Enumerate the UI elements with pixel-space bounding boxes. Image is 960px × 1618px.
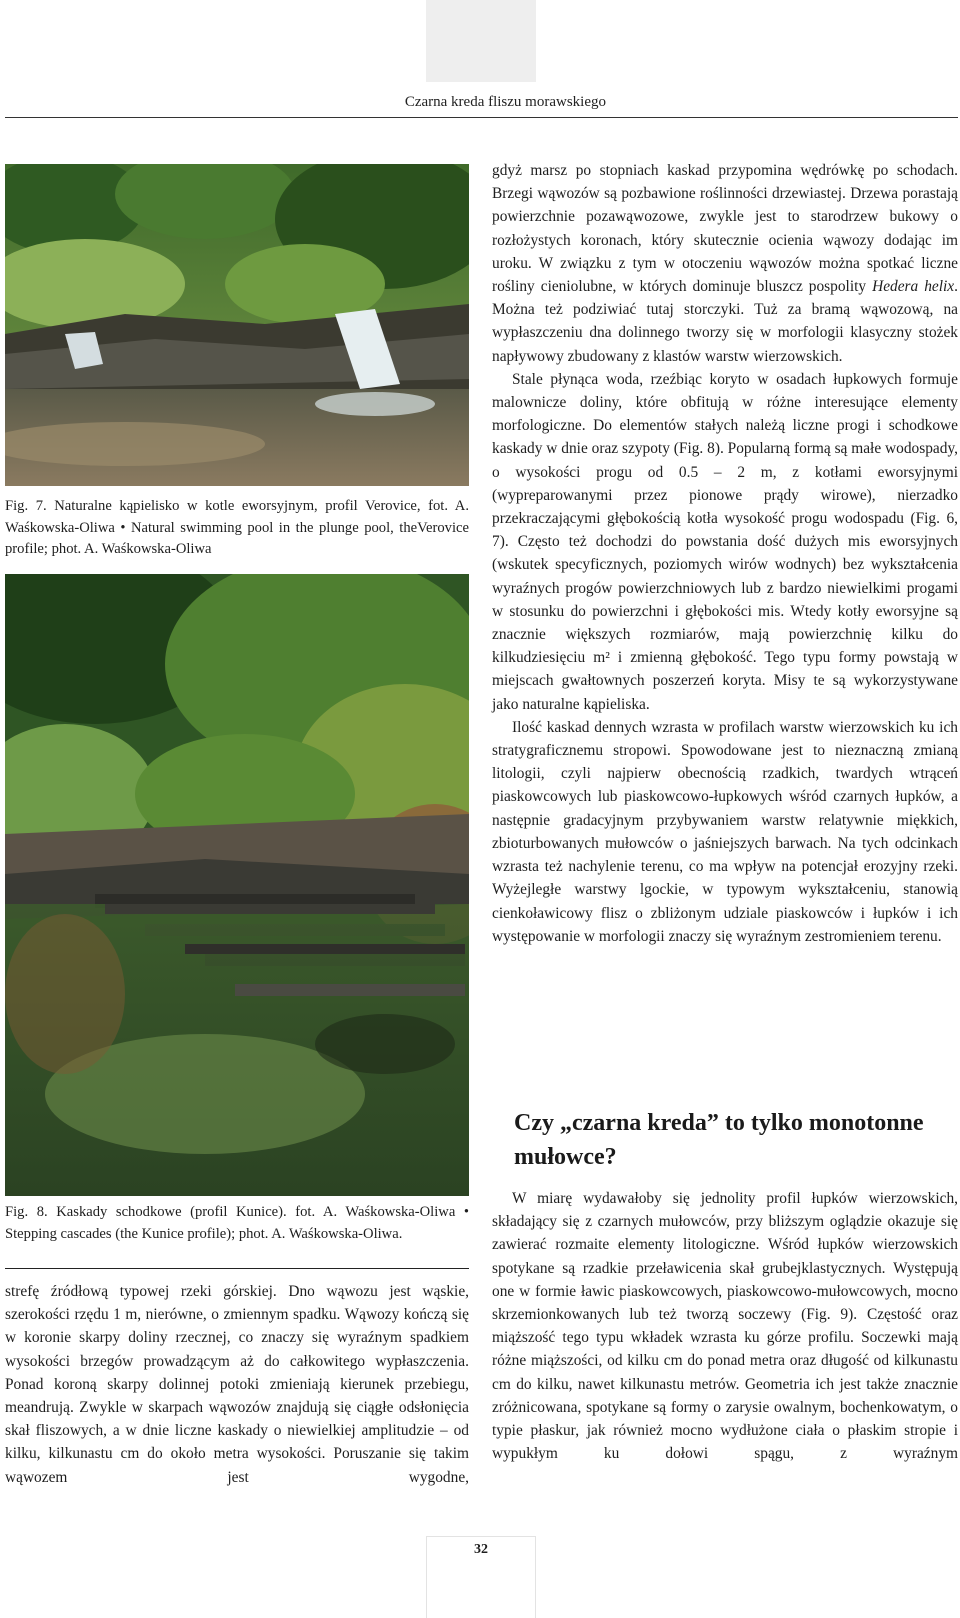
left-column-text bbox=[5, 1280, 469, 1489]
paragraph: Ilość kaskad dennych wzrasta w profilach warstw wierzowskich ku ich stratygraficznemu stropowi. Spowodowane jest to nieznaczną zmianą litologii, czyli najpierw obecnością rzadkich, twardych wtrąceń piaskowcowych lub piaskowcowo-łupkowych wśród czarnych łupków, a następnie gradacyjnym przybywaniem warstw relatywnie miękkich, zbioturbowanych mułowców o jaśniejszych barwach. Na tych odcinkach wzrasta też nachylenie terenu, co ma wpływ na potencjał erozyjny rzeki. Wyżejległe warstwy lgockie, w typowym wykształceniu, stanowią cienkoławicowy flisz o zbliżonym udziale piaskowców i łupków i ich występowanie w morfologii znaczy się wyraźnym zestromieniem terenu. bbox=[492, 718, 958, 945]
figure-7-caption: Fig. 7. Naturalne kąpielisko w kotle eworsyjnym, profil Verovice, fot. A. Waśkowska-Oliwa • Natural swimming pool in the plunge pool, theVerovice profile; phot. A. Waśkowska-Oliwa bbox=[5, 498, 469, 557]
paragraph: strefę źródłową typowej rzeki górskiej. Dno wąwozu jest wąskie, szerokości rzędu 1 m, nierówne, o zmiennym spadku. Wąwozy kończą się w koronie skarpy doliny rzecznej, co znaczy się wyraźnym spadkiem wysokości brzegów prowadzącym aż do całkowitego wypłaszczenia. Ponad koroną skarpy dolinnej potoki zmieniają kierunek przebiegu, meandrują. Zwykle w skarpach wąwozów znajdują się ciągłe odsłonięcia skał fliszowych, a w dnie liczne kaskady o niewielkiej amplitudzie – od kilku, kilkunastu cm do około metra wysokości. Poruszanie się takim wąwozem jest wygodne, bbox=[5, 1283, 469, 1486]
running-title: Czarna kreda fliszu morawskiego bbox=[404, 94, 606, 110]
header-rule bbox=[5, 117, 958, 118]
figure-8-photo bbox=[5, 574, 469, 1196]
page-corner-tab bbox=[426, 0, 536, 82]
right-column-text-lower bbox=[492, 1187, 958, 1465]
species-name: Hedera helix bbox=[872, 278, 955, 296]
paragraph-text: gdyż marsz po stopniach kaskad przypomina wędrówkę po schodach. Brzegi wąwozów są pozbawione roślinności drzewiastej. Drzewa porastają powierzchnie pozawąwozowe, zwykle jest to starodrzew bukowy o rozłożystych koronach, który skutecznie ocienia wąwozy dodając im uroku. W związku z tym w otoczeniu wąwozów można spotkać liczne rośliny cieniolubne, w których dominuje bluszcz pospolity bbox=[492, 162, 958, 296]
page-number: 32 bbox=[474, 1542, 488, 1557]
caption-rule bbox=[5, 1268, 469, 1269]
figure-8-caption: Fig. 8. Kaskady schodkowe (profil Kunice). fot. A. Waśkowska-Oliwa • Stepping cascades (the Kunice profile); phot. A. Waśkowska-Oliwa. bbox=[5, 1204, 469, 1242]
paragraph: Stale płynąca woda, rzeźbiąc koryto w osadach łupkowych formuje malownicze doliny, które obfitują w różne interesujące elementy morfologiczne. Do elementów stałych należą liczne progi i schodkowe kaskady w dnie oraz szypoty (Fig. 8). Popularną formą są małe wodospady, o wysokości progu od 0.5 – 2 m, z kotłami eworsyjnymi (wypreparowanymi przez pionowe prądy wirowe), nierzadko przekraczającymi głębokością kotła wysokość progu wodospadu (Fig. 6, 7). Często też dochodzi do powstania dość dużych mis eworsyjnych (wskutek specyficznych, poziomych wirów wodnych) bez wykształcenia wyraźnych progów powierzchniowych lub z bardzo niewielkimi progami w stosunku do powierzchni i głębokości mis. Wtedy kotły eworsyjne są znacznie większych rozmiarów, mają powierzchnię kilku do kilkudziesięciu m² i zmienną głębokość. Tego typu formy powstają w miejscach gwałtownych poszerzeń koryta. Misy te są wykorzystywane jako naturalne kąpieliska. bbox=[492, 370, 958, 713]
paragraph: W miarę wydawałoby się jednolity profil łupków wierzowskich, składający się z czarnych mułowców, przy bliższym oglądzie okazuje się zawierać rozmaite elementy litologiczne. Wśród łupków wierzowskich spotykane są rzadkie przeławicenia skał grubejklastycznych. Występują one w formie ławic piaskowcowych, piaskowcowo-mułowcowych, mocno skrzemionkowanych lub też tworzą soczewy (Fig. 9). Częstość oraz miąższość tego typu wkładek wzrasta ku górze profilu. Soczewki mają różne miąższości, od kilku cm do ponad metra oraz długość od kilkunastu cm do kilku, nawet kilkunastu metrów. Geometria ich jest także znacznie zróżnicowana, spotykane są formy o zarysie owalnym, bochenkowatym, o typie płaskur, jak również mocno wydłużone ciała o płaskim stropie i wypukłym ku dołowi spągu, z wyraźnym bbox=[492, 1190, 958, 1463]
right-column-text bbox=[492, 159, 958, 948]
section-heading: Czy „czarna kreda” to tylko monotonne mułowce? bbox=[514, 1110, 924, 1170]
paragraph bbox=[492, 159, 958, 368]
paragraph-text: . Można też podziwiać tutaj storczyki. Tuż za bramą wąwozową, na wypłaszczeniu dna dolinnego tworzy się w morfologii klasyczny stożek napływowy zbudowany z klastów warstw wierzowskich. bbox=[492, 278, 958, 365]
figure-7-photo bbox=[5, 164, 469, 486]
